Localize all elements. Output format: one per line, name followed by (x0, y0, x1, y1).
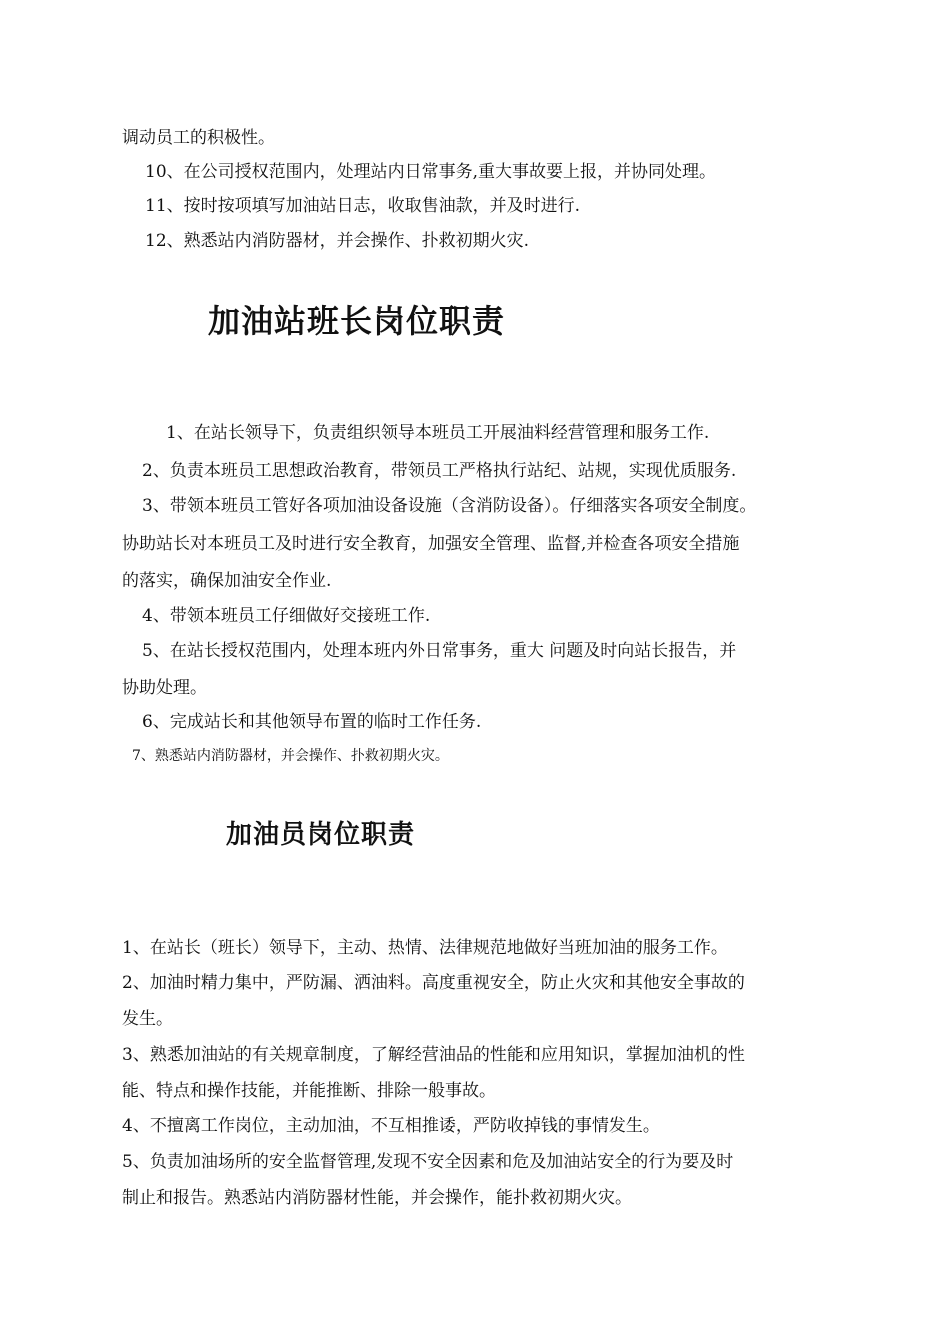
duty-item: 12、熟悉站内消防器材，并会操作、扑救初期火灾. (145, 231, 530, 251)
duty-item: 5、负责加油场所的安全监督管理,发现不安全因素和危及加油站安全的行为要及时 (122, 1152, 734, 1172)
duty-item: 5、在站长授权范围内，处理本班内外日常事务，重大 问题及时向站长报告，并 (142, 641, 737, 661)
duty-item-continuation: 协助处理。 (122, 678, 207, 698)
section-title-shift-leader: 加油站班长岗位职责 (208, 302, 506, 340)
duty-item: 10、在公司授权范围内，处理站内日常事务,重大事故要上报，并协同处理。 (145, 162, 717, 182)
duty-item: 3、熟悉加油站的有关规章制度，了解经营油品的性能和应用知识，掌握加油机的性 (122, 1045, 745, 1065)
section-title-attendant: 加油员岗位职责 (226, 820, 416, 850)
duty-item-continuation: 的落实，确保加油安全作业. (122, 571, 332, 591)
duty-item-continuation: 发生。 (122, 1009, 173, 1029)
duty-item-continuation: 能、特点和操作技能，并能推断、排除一般事故。 (122, 1081, 496, 1101)
duty-item: 1、在站长（班长）领导下，主动、热情、法律规范地做好当班加油的服务工作。 (122, 938, 728, 958)
duty-item: 2、负责本班员工思想政治教育，带领员工严格执行站纪、站规，实现优质服务. (142, 461, 737, 481)
duty-item: 4、不擅离工作岗位，主动加油，不互相推诿，严防收掉钱的事情发生。 (122, 1116, 660, 1136)
duty-item: 11、按时按项填写加油站日志，收取售油款，并及时进行. (145, 196, 581, 216)
duty-item: 3、带领本班员工管好各项加油设备设施（含消防设备）。仔细落实各项安全制度。 (142, 496, 757, 516)
duty-item: 1、在站长领导下，负责组织领导本班员工开展油料经营管理和服务工作. (166, 423, 710, 443)
duty-item-continuation: 协助站长对本班员工及时进行安全教育，加强安全管理、监督,并检查各项安全措施 (122, 534, 740, 554)
duty-item: 4、带领本班员工仔细做好交接班工作. (142, 606, 431, 626)
duty-item: 7、熟悉站内消防器材，并会操作、扑救初期火灾。 (132, 748, 449, 764)
duty-item: 6、完成站长和其他领导布置的临时工作任务. (142, 712, 482, 732)
paragraph-continuation: 调动员工的积极性。 (122, 128, 275, 148)
duty-item-continuation: 制止和报告。熟悉站内消防器材性能，并会操作，能扑救初期火灾。 (122, 1188, 632, 1208)
duty-item: 2、加油时精力集中，严防漏、洒油料。高度重视安全，防止火灾和其他安全事故的 (122, 973, 745, 993)
